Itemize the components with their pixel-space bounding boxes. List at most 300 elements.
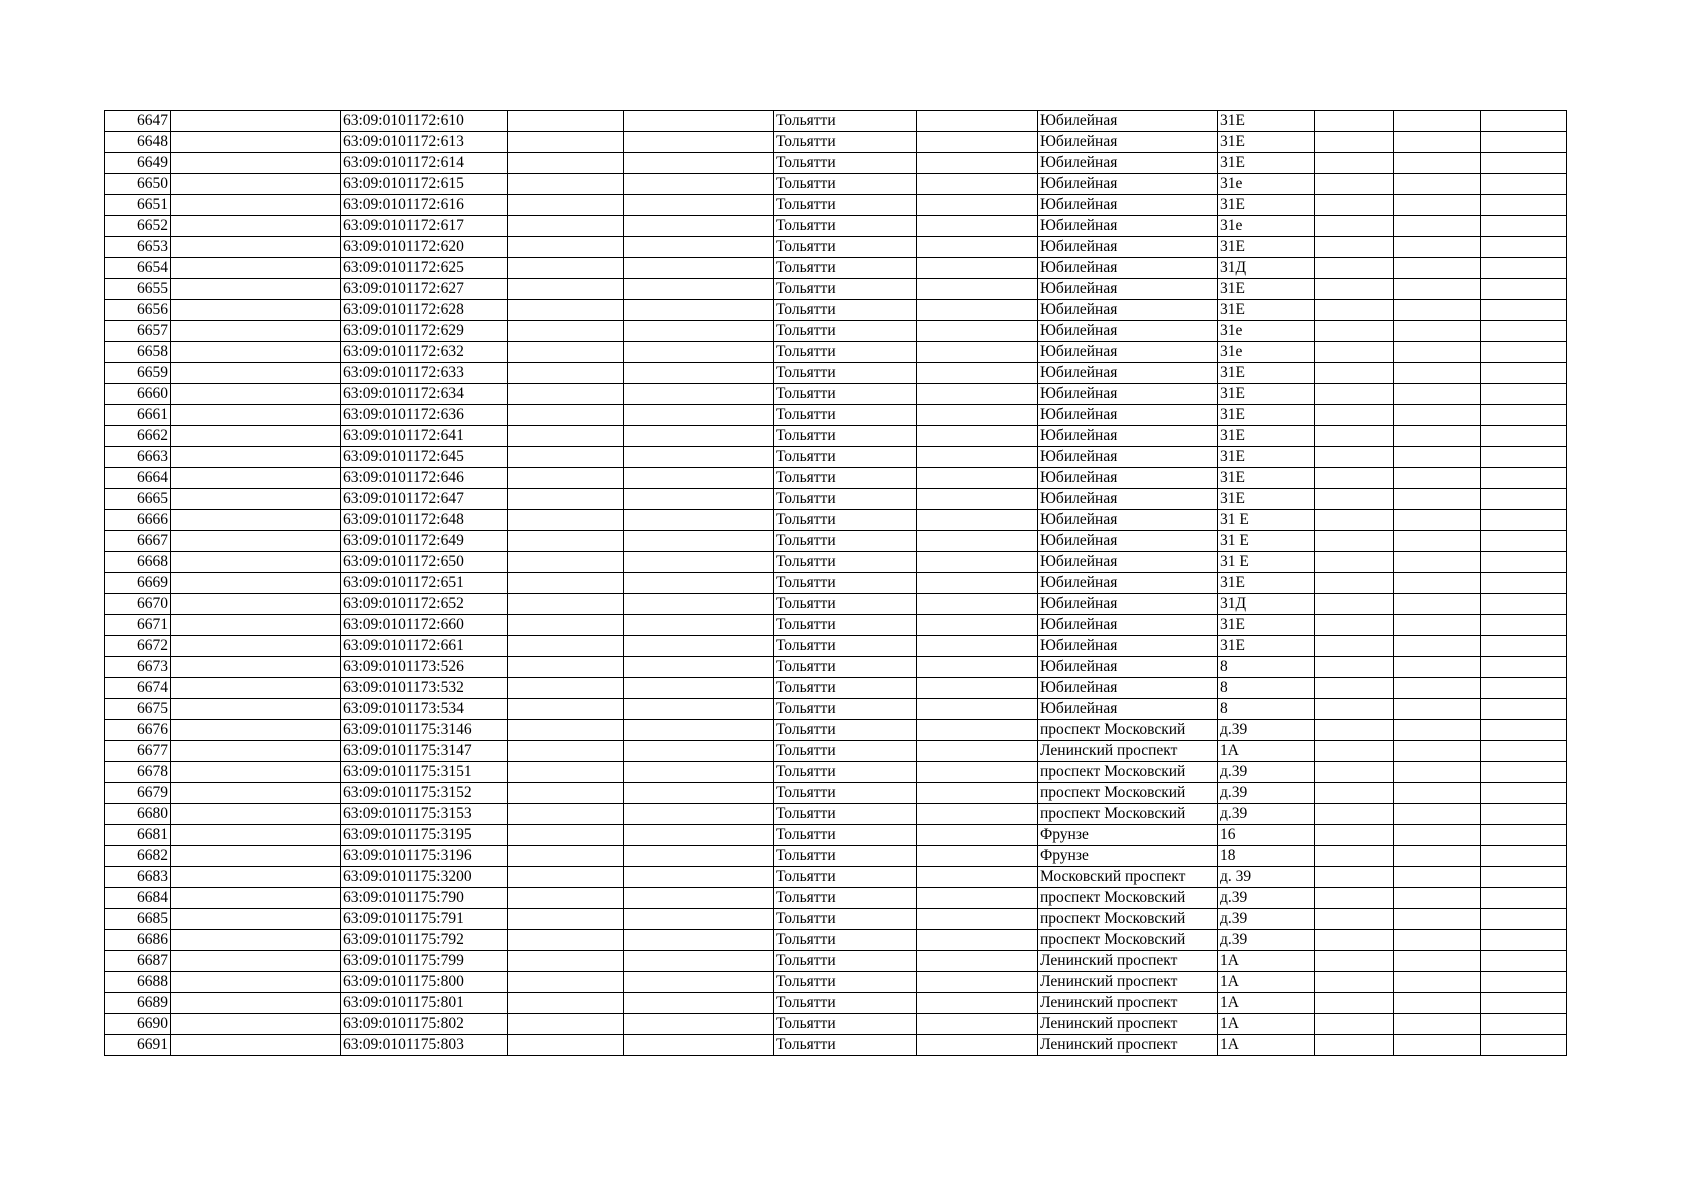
blank-cell — [917, 195, 1038, 216]
blank-cell — [917, 783, 1038, 804]
blank-cell — [171, 993, 341, 1014]
house-number-cell: 1А — [1218, 1035, 1315, 1056]
house-number-cell: 1А — [1218, 972, 1315, 993]
table-row — [105, 489, 1567, 510]
blank-cell — [624, 1035, 774, 1056]
row-number-cell: 6660 — [105, 384, 171, 405]
blank-cell — [508, 930, 624, 951]
blank-cell — [1315, 510, 1394, 531]
cadastral-number-cell: 63:09:0101175:792 — [341, 930, 508, 951]
house-number-cell: 31е — [1218, 342, 1315, 363]
table-row — [105, 615, 1567, 636]
blank-cell — [1481, 279, 1567, 300]
blank-cell — [1315, 300, 1394, 321]
blank-cell — [508, 531, 624, 552]
blank-cell — [624, 342, 774, 363]
blank-cell — [171, 132, 341, 153]
blank-cell — [1315, 342, 1394, 363]
blank-cell — [171, 258, 341, 279]
cadastral-number-cell: 63:09:0101172:647 — [341, 489, 508, 510]
house-number-cell: 31Д — [1218, 258, 1315, 279]
blank-cell — [1481, 237, 1567, 258]
blank-cell — [1394, 216, 1481, 237]
blank-cell — [171, 762, 341, 783]
blank-cell — [508, 153, 624, 174]
street-cell: Юбилейная — [1038, 237, 1218, 258]
blank-cell — [171, 237, 341, 258]
cadastral-number-cell: 63:09:0101175:803 — [341, 1035, 508, 1056]
blank-cell — [1481, 342, 1567, 363]
house-number-cell: 31Е — [1218, 426, 1315, 447]
blank-cell — [624, 1014, 774, 1035]
blank-cell — [917, 846, 1038, 867]
blank-cell — [917, 384, 1038, 405]
cadastral-number-cell: 63:09:0101172:641 — [341, 426, 508, 447]
street-cell: Ленинский проспект — [1038, 741, 1218, 762]
table-row — [105, 783, 1567, 804]
blank-cell — [1394, 951, 1481, 972]
table-row — [105, 888, 1567, 909]
blank-cell — [917, 405, 1038, 426]
street-cell: проспект Московский — [1038, 762, 1218, 783]
blank-cell — [508, 594, 624, 615]
house-number-cell: 31Е — [1218, 489, 1315, 510]
blank-cell — [1394, 153, 1481, 174]
city-cell: Тольятти — [774, 342, 917, 363]
cadastral-number-cell: 63:09:0101172:633 — [341, 363, 508, 384]
row-number-cell: 6689 — [105, 993, 171, 1014]
street-cell: проспект Московский — [1038, 930, 1218, 951]
blank-cell — [1481, 510, 1567, 531]
blank-cell — [1481, 363, 1567, 384]
house-number-cell: 1А — [1218, 1014, 1315, 1035]
street-cell: Юбилейная — [1038, 216, 1218, 237]
table-body — [105, 111, 1567, 1056]
house-number-cell: д.39 — [1218, 888, 1315, 909]
city-cell: Тольятти — [774, 993, 917, 1014]
city-cell: Тольятти — [774, 279, 917, 300]
blank-cell — [917, 615, 1038, 636]
blank-cell — [917, 972, 1038, 993]
blank-cell — [508, 258, 624, 279]
city-cell: Тольятти — [774, 720, 917, 741]
blank-cell — [917, 153, 1038, 174]
blank-cell — [1394, 909, 1481, 930]
row-number-cell: 6687 — [105, 951, 171, 972]
cadastral-number-cell: 63:09:0101172:649 — [341, 531, 508, 552]
row-number-cell: 6681 — [105, 825, 171, 846]
blank-cell — [1481, 699, 1567, 720]
street-cell: Юбилейная — [1038, 111, 1218, 132]
cadastral-number-cell: 63:09:0101175:790 — [341, 888, 508, 909]
blank-cell — [1394, 237, 1481, 258]
blank-cell — [171, 363, 341, 384]
blank-cell — [1394, 783, 1481, 804]
blank-cell — [1315, 447, 1394, 468]
table-row — [105, 720, 1567, 741]
blank-cell — [917, 762, 1038, 783]
city-cell: Тольятти — [774, 426, 917, 447]
blank-cell — [917, 132, 1038, 153]
blank-cell — [171, 174, 341, 195]
city-cell: Тольятти — [774, 132, 917, 153]
blank-cell — [624, 720, 774, 741]
blank-cell — [1481, 867, 1567, 888]
street-cell: Фрунзе — [1038, 825, 1218, 846]
blank-cell — [508, 846, 624, 867]
blank-cell — [171, 930, 341, 951]
city-cell: Тольятти — [774, 510, 917, 531]
blank-cell — [624, 846, 774, 867]
city-cell: Тольятти — [774, 594, 917, 615]
blank-cell — [1481, 195, 1567, 216]
blank-cell — [624, 594, 774, 615]
blank-cell — [171, 510, 341, 531]
blank-cell — [624, 552, 774, 573]
blank-cell — [171, 1014, 341, 1035]
cadastral-number-cell: 63:09:0101175:3195 — [341, 825, 508, 846]
table-row — [105, 237, 1567, 258]
blank-cell — [1481, 1035, 1567, 1056]
house-number-cell: 31Е — [1218, 153, 1315, 174]
blank-cell — [171, 405, 341, 426]
city-cell: Тольятти — [774, 258, 917, 279]
blank-cell — [508, 552, 624, 573]
table-row — [105, 279, 1567, 300]
row-number-cell: 6663 — [105, 447, 171, 468]
blank-cell — [1315, 804, 1394, 825]
blank-cell — [1481, 216, 1567, 237]
blank-cell — [1481, 468, 1567, 489]
street-cell: Юбилейная — [1038, 636, 1218, 657]
blank-cell — [1394, 510, 1481, 531]
blank-cell — [171, 846, 341, 867]
blank-cell — [1481, 909, 1567, 930]
city-cell: Тольятти — [774, 804, 917, 825]
blank-cell — [508, 1014, 624, 1035]
blank-cell — [171, 552, 341, 573]
blank-cell — [508, 300, 624, 321]
blank-cell — [917, 657, 1038, 678]
cadastral-number-cell: 63:09:0101175:799 — [341, 951, 508, 972]
cadastral-number-cell: 63:09:0101172:651 — [341, 573, 508, 594]
city-cell: Тольятти — [774, 1035, 917, 1056]
blank-cell — [1394, 1035, 1481, 1056]
blank-cell — [508, 279, 624, 300]
row-number-cell: 6673 — [105, 657, 171, 678]
street-cell: Юбилейная — [1038, 615, 1218, 636]
table-row — [105, 909, 1567, 930]
cadastral-number-cell: 63:09:0101172:625 — [341, 258, 508, 279]
blank-cell — [1394, 531, 1481, 552]
row-number-cell: 6658 — [105, 342, 171, 363]
blank-cell — [1394, 573, 1481, 594]
row-number-cell: 6685 — [105, 909, 171, 930]
blank-cell — [624, 636, 774, 657]
blank-cell — [508, 615, 624, 636]
blank-cell — [508, 825, 624, 846]
cadastral-number-cell: 63:09:0101173:526 — [341, 657, 508, 678]
street-cell: Юбилейная — [1038, 342, 1218, 363]
row-number-cell: 6674 — [105, 678, 171, 699]
house-number-cell: 1А — [1218, 951, 1315, 972]
street-cell: Юбилейная — [1038, 153, 1218, 174]
blank-cell — [171, 573, 341, 594]
cadastral-number-cell: 63:09:0101172:661 — [341, 636, 508, 657]
blank-cell — [624, 174, 774, 195]
row-number-cell: 6671 — [105, 615, 171, 636]
city-cell: Тольятти — [774, 531, 917, 552]
house-number-cell: 31Д — [1218, 594, 1315, 615]
cadastral-number-cell: 63:09:0101175:3196 — [341, 846, 508, 867]
cadastral-number-cell: 63:09:0101173:534 — [341, 699, 508, 720]
cadastral-number-cell: 63:09:0101172:636 — [341, 405, 508, 426]
table-row — [105, 363, 1567, 384]
blank-cell — [1315, 426, 1394, 447]
blank-cell — [1394, 1014, 1481, 1035]
cadastral-number-cell: 63:09:0101172:645 — [341, 447, 508, 468]
blank-cell — [1315, 909, 1394, 930]
street-cell: Юбилейная — [1038, 699, 1218, 720]
table-row — [105, 825, 1567, 846]
house-number-cell: 8 — [1218, 678, 1315, 699]
table-row — [105, 846, 1567, 867]
blank-cell — [171, 657, 341, 678]
blank-cell — [1394, 405, 1481, 426]
table-row — [105, 804, 1567, 825]
blank-cell — [1481, 678, 1567, 699]
cadastral-number-cell: 63:09:0101172:646 — [341, 468, 508, 489]
blank-cell — [1315, 552, 1394, 573]
table-row — [105, 531, 1567, 552]
blank-cell — [171, 783, 341, 804]
blank-cell — [624, 741, 774, 762]
street-cell: Юбилейная — [1038, 300, 1218, 321]
street-cell: Фрунзе — [1038, 846, 1218, 867]
blank-cell — [1315, 573, 1394, 594]
blank-cell — [1481, 993, 1567, 1014]
row-number-cell: 6691 — [105, 1035, 171, 1056]
house-number-cell: 31Е — [1218, 384, 1315, 405]
blank-cell — [1315, 888, 1394, 909]
blank-cell — [1481, 615, 1567, 636]
house-number-cell: 31 Е — [1218, 510, 1315, 531]
blank-cell — [1394, 195, 1481, 216]
blank-cell — [171, 384, 341, 405]
blank-cell — [917, 321, 1038, 342]
city-cell: Тольятти — [774, 405, 917, 426]
blank-cell — [171, 678, 341, 699]
house-number-cell: д.39 — [1218, 930, 1315, 951]
house-number-cell: д.39 — [1218, 783, 1315, 804]
cadastral-number-cell: 63:09:0101175:802 — [341, 1014, 508, 1035]
blank-cell — [1481, 552, 1567, 573]
house-number-cell: д.39 — [1218, 720, 1315, 741]
city-cell: Тольятти — [774, 783, 917, 804]
city-cell: Тольятти — [774, 216, 917, 237]
street-cell: Юбилейная — [1038, 258, 1218, 279]
house-number-cell: 31 Е — [1218, 552, 1315, 573]
blank-cell — [1481, 174, 1567, 195]
street-cell: Юбилейная — [1038, 489, 1218, 510]
table-row — [105, 111, 1567, 132]
blank-cell — [1394, 552, 1481, 573]
blank-cell — [171, 867, 341, 888]
blank-cell — [624, 762, 774, 783]
street-cell: проспект Московский — [1038, 783, 1218, 804]
blank-cell — [1315, 111, 1394, 132]
table-row — [105, 993, 1567, 1014]
blank-cell — [624, 930, 774, 951]
city-cell: Тольятти — [774, 237, 917, 258]
blank-cell — [1315, 846, 1394, 867]
table-row — [105, 636, 1567, 657]
table-row — [105, 1035, 1567, 1056]
street-cell: Ленинский проспект — [1038, 993, 1218, 1014]
blank-cell — [1394, 720, 1481, 741]
house-number-cell: 31Е — [1218, 636, 1315, 657]
blank-cell — [917, 720, 1038, 741]
blank-cell — [624, 678, 774, 699]
blank-cell — [1481, 804, 1567, 825]
city-cell: Тольятти — [774, 384, 917, 405]
row-number-cell: 6669 — [105, 573, 171, 594]
blank-cell — [1315, 636, 1394, 657]
blank-cell — [1394, 468, 1481, 489]
blank-cell — [1315, 363, 1394, 384]
blank-cell — [917, 909, 1038, 930]
table-row — [105, 258, 1567, 279]
blank-cell — [624, 489, 774, 510]
street-cell: Юбилейная — [1038, 405, 1218, 426]
city-cell: Тольятти — [774, 825, 917, 846]
row-number-cell: 6650 — [105, 174, 171, 195]
blank-cell — [624, 531, 774, 552]
house-number-cell: 31 Е — [1218, 531, 1315, 552]
house-number-cell: 31Е — [1218, 132, 1315, 153]
city-cell: Тольятти — [774, 951, 917, 972]
blank-cell — [624, 426, 774, 447]
blank-cell — [171, 972, 341, 993]
street-cell: проспект Московский — [1038, 720, 1218, 741]
blank-cell — [171, 1035, 341, 1056]
house-number-cell: д.39 — [1218, 804, 1315, 825]
row-number-cell: 6675 — [105, 699, 171, 720]
row-number-cell: 6676 — [105, 720, 171, 741]
table-row — [105, 699, 1567, 720]
blank-cell — [508, 468, 624, 489]
cadastral-number-cell: 63:09:0101175:3151 — [341, 762, 508, 783]
street-cell: Ленинский проспект — [1038, 1014, 1218, 1035]
house-number-cell: 1А — [1218, 741, 1315, 762]
blank-cell — [508, 804, 624, 825]
city-cell: Тольятти — [774, 930, 917, 951]
blank-cell — [917, 216, 1038, 237]
blank-cell — [508, 867, 624, 888]
city-cell: Тольятти — [774, 447, 917, 468]
row-number-cell: 6652 — [105, 216, 171, 237]
blank-cell — [917, 531, 1038, 552]
street-cell: Юбилейная — [1038, 363, 1218, 384]
blank-cell — [1481, 741, 1567, 762]
blank-cell — [1394, 342, 1481, 363]
table-row — [105, 951, 1567, 972]
blank-cell — [1394, 636, 1481, 657]
house-number-cell: 31Е — [1218, 279, 1315, 300]
street-cell: Юбилейная — [1038, 132, 1218, 153]
blank-cell — [917, 510, 1038, 531]
blank-cell — [1394, 846, 1481, 867]
house-number-cell: 31е — [1218, 216, 1315, 237]
blank-cell — [624, 321, 774, 342]
city-cell: Тольятти — [774, 300, 917, 321]
blank-cell — [917, 993, 1038, 1014]
blank-cell — [171, 468, 341, 489]
blank-cell — [171, 153, 341, 174]
blank-cell — [917, 741, 1038, 762]
blank-cell — [171, 447, 341, 468]
city-cell: Тольятти — [774, 153, 917, 174]
blank-cell — [624, 888, 774, 909]
cadastral-number-cell: 63:09:0101172:652 — [341, 594, 508, 615]
blank-cell — [1315, 594, 1394, 615]
blank-cell — [1481, 447, 1567, 468]
table-row — [105, 174, 1567, 195]
blank-cell — [1315, 993, 1394, 1014]
cadastral-number-cell: 63:09:0101172:616 — [341, 195, 508, 216]
blank-cell — [171, 342, 341, 363]
cadastral-number-cell: 63:09:0101175:3147 — [341, 741, 508, 762]
blank-cell — [1315, 1035, 1394, 1056]
blank-cell — [624, 132, 774, 153]
street-cell: проспект Московский — [1038, 804, 1218, 825]
blank-cell — [624, 279, 774, 300]
blank-cell — [508, 111, 624, 132]
table-row — [105, 972, 1567, 993]
blank-cell — [508, 174, 624, 195]
table-row — [105, 384, 1567, 405]
city-cell: Тольятти — [774, 699, 917, 720]
blank-cell — [1315, 720, 1394, 741]
blank-cell — [1481, 825, 1567, 846]
row-number-cell: 6655 — [105, 279, 171, 300]
blank-cell — [1315, 489, 1394, 510]
blank-cell — [171, 951, 341, 972]
blank-cell — [1481, 111, 1567, 132]
blank-cell — [1394, 174, 1481, 195]
street-cell: Юбилейная — [1038, 321, 1218, 342]
row-number-cell: 6666 — [105, 510, 171, 531]
row-number-cell: 6683 — [105, 867, 171, 888]
blank-cell — [917, 825, 1038, 846]
city-cell: Тольятти — [774, 846, 917, 867]
blank-cell — [508, 237, 624, 258]
house-number-cell: 31Е — [1218, 300, 1315, 321]
cadastral-number-cell: 63:09:0101172:634 — [341, 384, 508, 405]
blank-cell — [1481, 489, 1567, 510]
blank-cell — [1481, 384, 1567, 405]
blank-cell — [917, 237, 1038, 258]
cadastral-number-cell: 63:09:0101173:532 — [341, 678, 508, 699]
table-row — [105, 930, 1567, 951]
city-cell: Тольятти — [774, 573, 917, 594]
blank-cell — [1394, 678, 1481, 699]
blank-cell — [508, 216, 624, 237]
blank-cell — [1394, 447, 1481, 468]
street-cell: Юбилейная — [1038, 447, 1218, 468]
street-cell: Юбилейная — [1038, 552, 1218, 573]
blank-cell — [624, 195, 774, 216]
